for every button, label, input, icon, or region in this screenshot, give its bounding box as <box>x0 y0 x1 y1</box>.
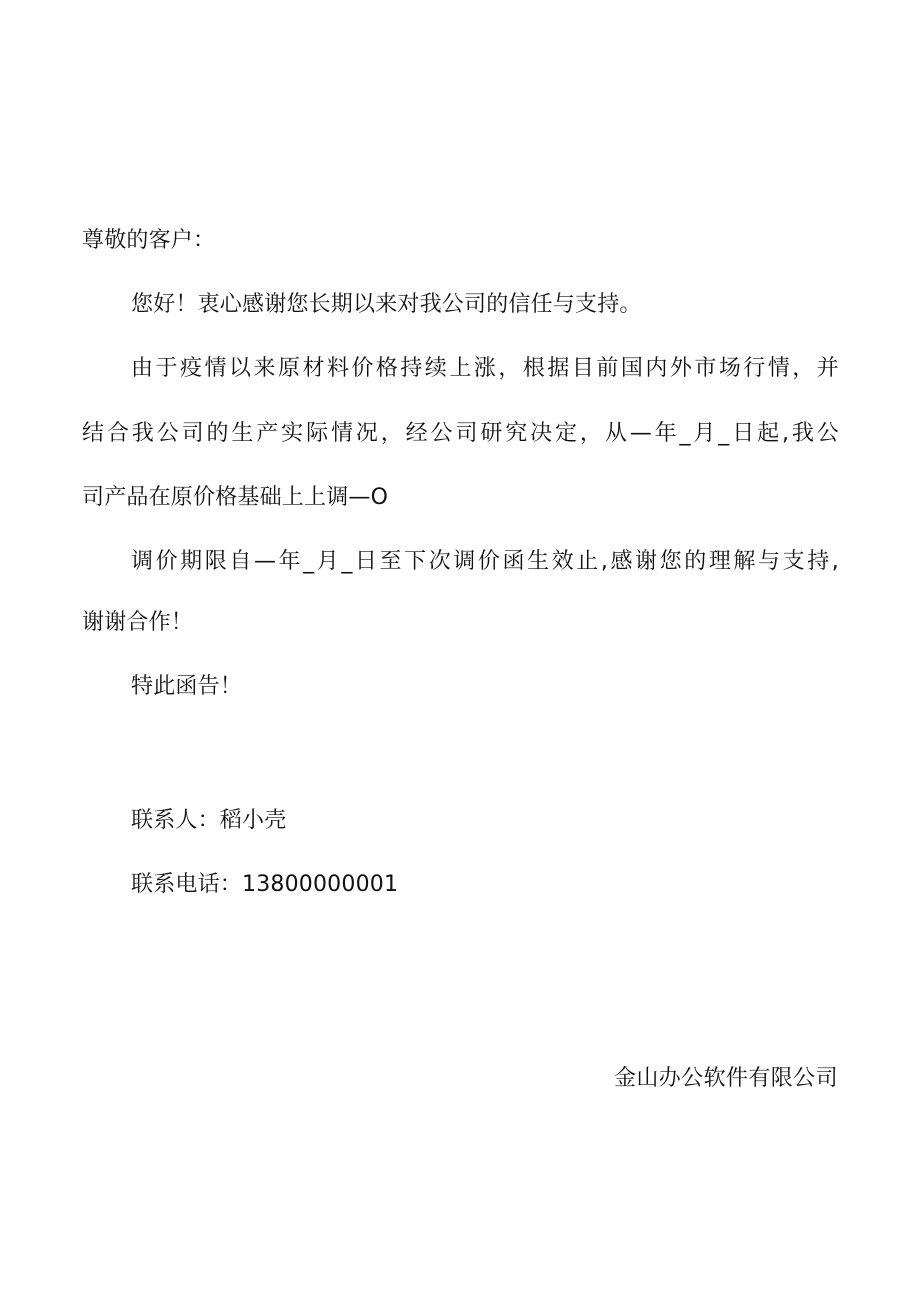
price-adjustment-paragraph-line-3: 司产品在原价格基础上上调—O <box>82 485 389 510</box>
contact-person: 联系人：稻小壳 <box>131 808 287 833</box>
contact-phone: 联系电话：13800000001 <box>131 872 399 897</box>
closing-text: 特此函告！ <box>131 674 243 699</box>
price-adjustment-paragraph-line-1: 由于疫情以来原材料价格持续上涨，根据目前国内外市场行情，并 <box>131 356 839 381</box>
adjustment-period-paragraph-line-1: 调价期限自—年_月_日至下次调价函生效止,感谢您的理解与支持, <box>131 549 839 574</box>
salutation: 尊敬的客户： <box>82 228 216 253</box>
greeting-paragraph: 您好！衷心感谢您长期以来对我公司的信任与支持。 <box>131 292 642 317</box>
adjustment-period-paragraph-line-2: 谢谢合作！ <box>82 610 194 635</box>
company-signature: 金山办公软件有限公司 <box>613 1066 838 1091</box>
price-adjustment-paragraph-line-2: 结合我公司的生产实际情况，经公司研究决定，从—年_月_日起,我公 <box>82 421 839 446</box>
